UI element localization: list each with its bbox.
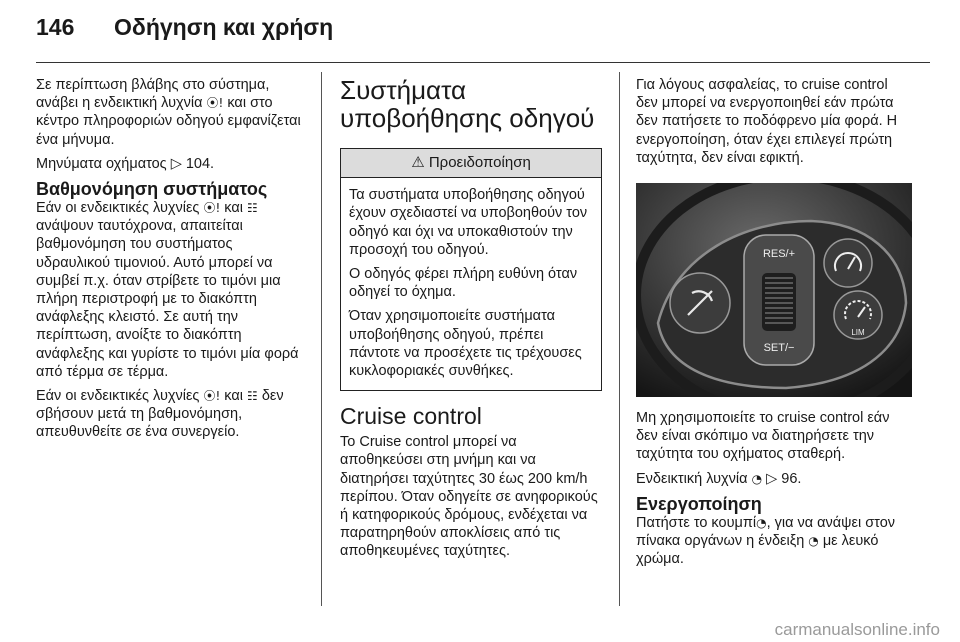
header-rule: [36, 62, 930, 63]
cruise-control-paragraph: Το Cruise control μπορεί να αποθηκεύσει στη μνήμη και να διατηρήσει ταχύτητες 30 έως 200 km/h περίπου. Όταν οδηγείτε σε ανηφορικούς ή κατηφορικούς δρόμους, ενδέχεται να παρατηρηθούν αποκλίσεις από τις αποθηκευμένες ταχύτητες.: [340, 434, 598, 560]
res-label: RES/+: [762, 248, 796, 261]
cruise-control-heading: Cruise control: [340, 403, 482, 430]
warning-title: Προειδοποίηση: [428, 154, 531, 171]
vehicle-messages-ref: Μηνύματα οχήματος ▷ 104.: [36, 155, 215, 172]
lim-label: LIM: [851, 328, 865, 338]
warning-body: [341, 178, 601, 390]
activation-heading: Ενεργοποίηση: [636, 493, 762, 514]
fault-paragraph: Σε περίπτωση βλάβης στο σύστημα, ανάβει η ενδεικτική λυχνία ⦿! και στο κέντρο πληροφοριών οδηγού εμφανίζεται ένα μήνυμα.: [36, 77, 301, 148]
watermark: carmanualsonline.info: [774, 620, 940, 639]
calibration-heading: Βαθμονόμηση συστήματος: [36, 179, 268, 200]
page-title: Οδήγηση και χρήση: [114, 14, 334, 40]
steering-controls-illustration: [636, 183, 912, 397]
steering-warning-icon: ⦿!: [203, 201, 221, 216]
workshop-paragraph: Εάν οι ενδεικτικές λυχνίες ⦿! και ☷ δεν σβήσουν μετά τη βαθμονόμηση, απευθυνθείτε σε ένα συνεργείο.: [36, 388, 284, 441]
section-title: Συστήματα υποβοήθησης οδηγού: [340, 75, 595, 133]
steering-wheel-controls-photo: [636, 183, 912, 397]
column-divider-2: [619, 72, 620, 606]
cruise-control-icon: ◔: [751, 471, 763, 486]
warning-box: [340, 148, 602, 391]
activation-paragraph: Πατήστε το κουμπί◔, για να ανάψει στον πίνακα οργάνων η ένδειξη ◔ με λευκό χρώμα.: [636, 514, 896, 568]
page-ref-link[interactable]: ▷ 96.: [766, 470, 802, 487]
column-divider-1: [321, 72, 322, 606]
esc-icon: ☷: [247, 389, 258, 404]
warning-triangle-icon: ⚠: [411, 154, 425, 171]
steering-warning-icon: ⦿!: [203, 389, 221, 404]
warning-text-2: Ο οδηγός φέρει πλήρη ευθύνη όταν οδηγεί το όχημα.: [349, 266, 578, 301]
column-2: [340, 76, 602, 567]
page-number: 146: [36, 14, 75, 40]
cruise-control-icon: ◔: [808, 534, 819, 549]
safety-paragraph: Για λόγους ασφαλείας, το cruise control δεν μπορεί να ενεργοποιηθεί εάν πρώτα δεν πατήσετε το ποδόφρενο μία φορά. Η ενεργοποίηση, όταν έχει επιλεγεί πρώτη ταχύτητα, δεν είναι εφικτή.: [636, 77, 898, 166]
cruise-control-icon: ◔: [756, 515, 767, 530]
column-1: [36, 76, 308, 448]
calibration-paragraph: Εάν οι ενδεικτικές λυχνίες ⦿! και ☷ ανάψουν ταυτόχρονα, απαιτείται βαθμονόμηση του συστήματος υδραυλικού τιμονιού. Αυτό μπορεί να συμβεί π.χ. όταν στρίβετε το τιμόνι μια πλήρη περιστροφή με το διακόπτη ανάφλεξης κλειστό. Σε αυτή την περίπτωση, ανοίξτε το διακόπτη ανάφλεξης και γυρίστε το τιμόνι μία φορά από τέρμα σε τέρμα.: [36, 200, 299, 380]
esc-icon: ☷: [247, 201, 258, 216]
page-ref-link[interactable]: ▷ 104.: [170, 155, 215, 172]
warning-text-1: Τα συστήματα υποβοήθησης οδηγού έχουν σχεδιαστεί να υποβοηθούν τον οδηγό και όχι να υποκαθιστούν την προσοχή του οδηγού.: [349, 187, 588, 258]
indicator-ref-paragraph: Ενδεικτική λυχνία ◔ ▷ 96.: [636, 470, 802, 487]
column-3: [636, 76, 912, 574]
page-header: [36, 14, 333, 50]
steering-warning-icon: ⦿!: [206, 96, 224, 111]
dont-use-paragraph: Μη χρησιμοποιείτε το cruise control εάν δεν είναι σκόπιμο να διατηρήσετε την ταχύτητα του οχήματος σταθερή.: [636, 410, 890, 463]
warning-header: [341, 149, 601, 178]
set-label: SET/−: [763, 342, 795, 355]
warning-text-3: Όταν χρησιμοποιείτε συστήματα υποβοήθησης οδηγού, πρέπει πάντοτε να προσέχετε τις τρέχουσες κυκλοφοριακές συνθήκες.: [349, 308, 582, 380]
